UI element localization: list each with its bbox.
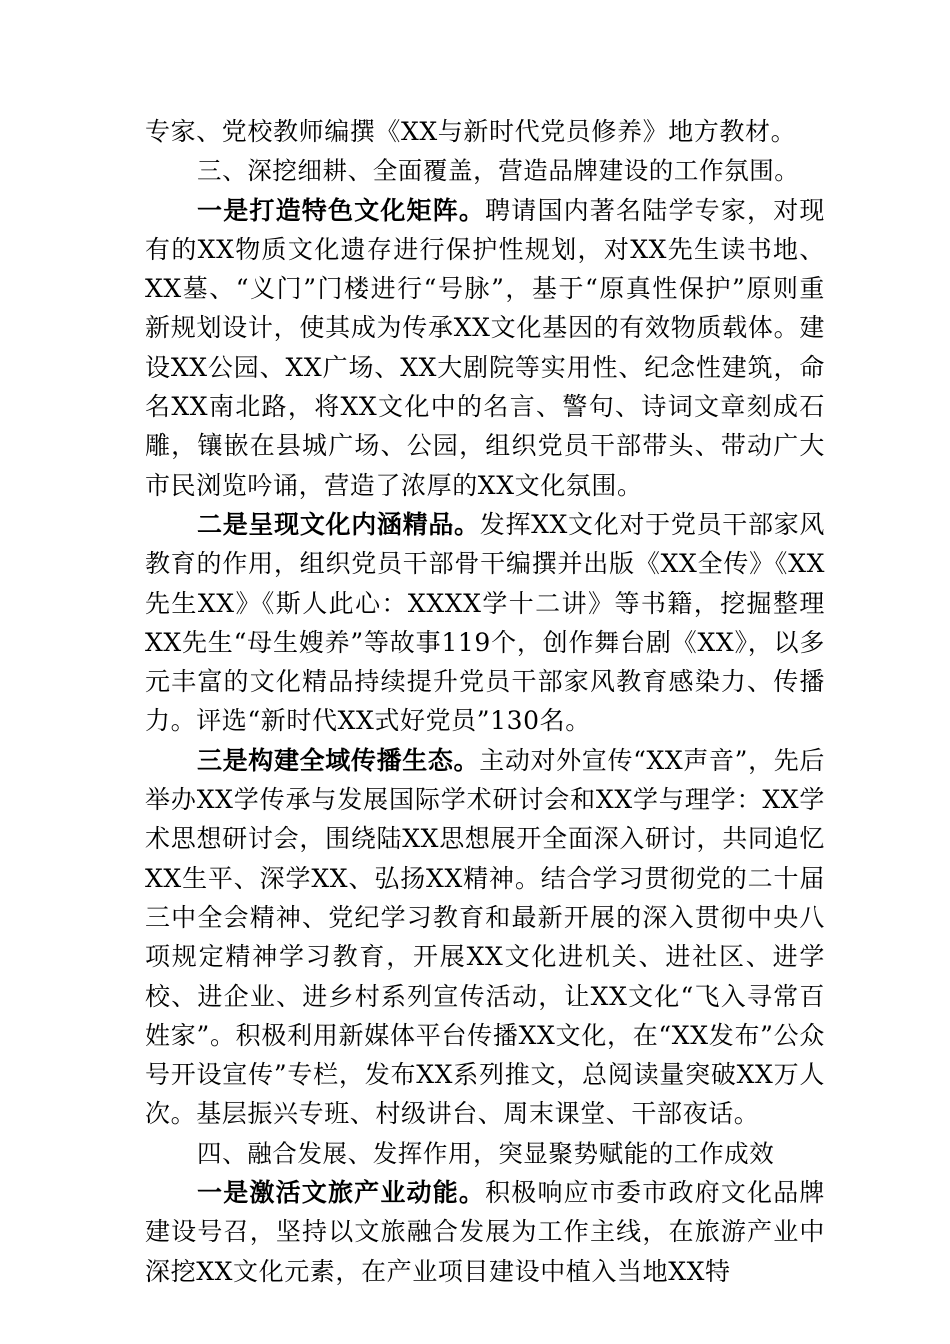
heading-text: 四、融合发展、发挥作用，突显聚势赋能的工作成效: [197, 1138, 775, 1168]
paragraph-text: 专家、党校教师编撰《XX与新时代党员修养》地方教材。: [145, 117, 797, 146]
paragraph-culture-matrix: [145, 191, 825, 505]
heading-text: 三、深挖细耕、全面覆盖，营造品牌建设的工作氛围。: [197, 156, 800, 186]
paragraph-lead: 一是打造特色文化矩阵。: [197, 195, 486, 225]
section-heading-4: [145, 1134, 825, 1173]
paragraph-text: 聘请国内著名陆学专家，对现有的XX物质文化遗存进行保护性规划，对XX先生读书地、XX墓、“义门”门楼进行“号脉”，基于“原真性保护”原则重新规划设计，使其成为传承XX文化基因的有效物质载体。建设XX公园、XX广场、XX大剧院等实用性、纪念性建筑，命名XX南北路，将XX文化中的名言、警句、诗词文章刻成石雕，镶嵌在县城广场、公园，组织党员干部带头、带动广大市民浏览吟诵，营造了浓厚的XX文化氛围。: [145, 195, 825, 500]
paragraph-text: 发挥XX文化对于党员干部家风教育的作用，组织党员干部骨干编撰并出版《XX全传》《XX先生XX》《斯人此心：XXXX学十二讲》等书籍，挖掘整理XX先生“母生嫂养”等故事119个，创作舞台剧《XX》，以多元丰富的文化精品持续提升党员干部家风教育感染力、传播力。评选“新时代XX式好党员”130名。: [145, 509, 825, 736]
section-heading-3: [145, 151, 825, 190]
paragraph-tourism: [145, 1173, 825, 1291]
document-body: [145, 112, 825, 1291]
paragraph-lead: 二是呈现文化内涵精品。: [197, 509, 480, 539]
paragraph-text: 主动对外宣传“XX声音”，先后举办XX学传承与发展国际学术研讨会和XX学与理学：XX学术思想研讨会，围绕陆XX思想展开全面深入研讨，共同追忆XX生平、深学XX、弘扬XX精神。结合学习贯彻党的二十届三中全会精神、党纪学习教育和最新开展的深入贯彻中央八项规定精神学习教育，开展XX文化进机关、进社区、进学校、进企业、进乡村系列宣传活动，让XX文化“飞入寻常百姓家”。积极利用新媒体平台传播XX文化，在“XX发布”公众号开设宣传”专栏，发布XX系列推文，总阅读量突破XX万人次。基层振兴专班、村级讲台、周末课堂、干部夜话。: [145, 745, 825, 1129]
paragraph-lead: 三是构建全域传播生态。: [197, 745, 480, 775]
paragraph-text: 积极响应市委市政府文化品牌建设号召，坚持以文旅融合发展为工作主线，在旅游产业中深挖XX文化元素，在产业项目建设中植入当地XX特: [145, 1178, 825, 1286]
paragraph-continuation: [145, 112, 825, 151]
paragraph-culture-works: [145, 505, 825, 741]
paragraph-communication: [145, 741, 825, 1134]
paragraph-lead: 一是激活文旅产业动能。: [197, 1178, 486, 1208]
